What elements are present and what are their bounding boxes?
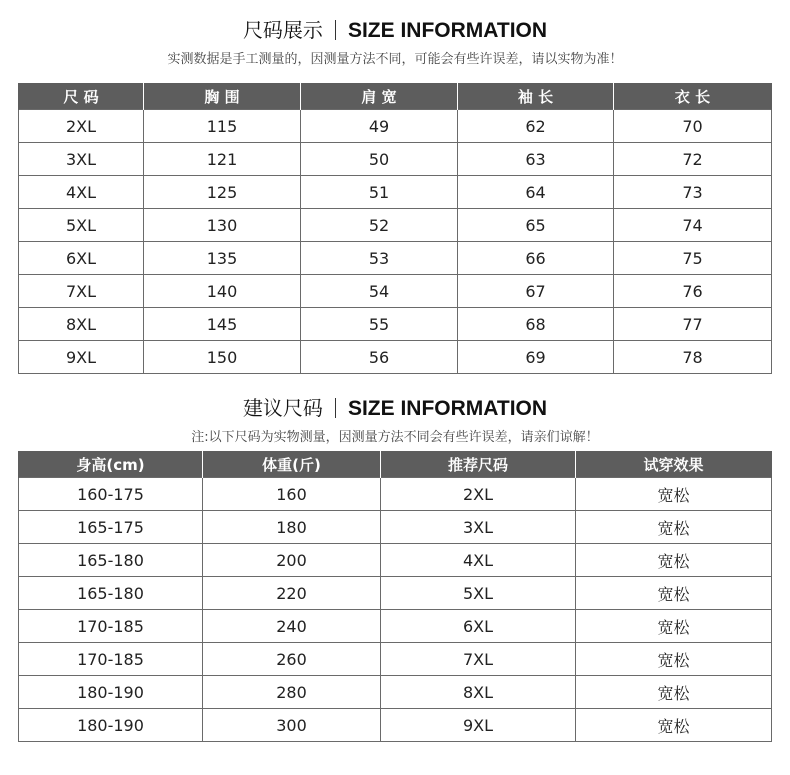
column-header: 尺 码 [19,83,144,110]
table-cell: 50 [301,143,458,176]
table-cell: 53 [301,242,458,275]
title-divider [335,20,336,40]
table-cell: 68 [458,308,614,341]
table-cell: 78 [614,341,772,374]
table-cell: 62 [458,110,614,143]
table-cell: 115 [144,110,301,143]
size-display-title-cn: 尺码展示 [242,18,323,42]
table-row [19,577,772,610]
table-cell: 74 [614,209,772,242]
size-recommend-table [18,451,772,742]
table-cell: 49 [301,110,458,143]
table-cell: 73 [614,176,772,209]
table-cell: 4XL [19,176,144,209]
table-row [19,610,772,643]
table-cell: 2XL [381,478,576,511]
table-cell: 200 [203,544,381,577]
table-cell: 8XL [381,676,576,709]
title-divider [335,398,336,418]
table-cell: 280 [203,676,381,709]
table-cell: 3XL [381,511,576,544]
size-recommend-title-cn: 建议尺码 [242,396,323,420]
table-cell: 66 [458,242,614,275]
table-cell: 165-175 [19,511,203,544]
table-cell: 51 [301,176,458,209]
table-cell: 52 [301,209,458,242]
table-cell: 56 [301,341,458,374]
table-row [19,709,772,742]
table-cell: 5XL [381,577,576,610]
table-cell: 260 [203,643,381,676]
table-cell: 170-185 [19,643,203,676]
size-recommend-title-en: SIZE INFORMATION [347,397,548,420]
table-cell: 150 [144,341,301,374]
table-cell: 9XL [19,341,144,374]
table-cell: 宽松 [576,676,772,709]
table-cell: 140 [144,275,301,308]
table-cell: 121 [144,143,301,176]
table-row [19,143,772,176]
column-header: 试穿效果 [576,451,772,478]
table-cell: 240 [203,610,381,643]
table-cell: 180 [203,511,381,544]
size-display-heading [0,16,790,45]
column-header: 体重(斤) [203,451,381,478]
table-cell: 220 [203,577,381,610]
table-cell: 55 [301,308,458,341]
table-cell: 2XL [19,110,144,143]
table-cell: 69 [458,341,614,374]
size-recommend-note: 注:以下尺码为实物测量，因测量方法不同会有些许误差，请亲们谅解！ [191,430,599,445]
table-cell: 宽松 [576,577,772,610]
table-cell: 77 [614,308,772,341]
table-header-row [19,451,772,478]
table-cell: 76 [614,275,772,308]
table-cell: 64 [458,176,614,209]
table-cell: 7XL [381,643,576,676]
table-cell: 65 [458,209,614,242]
table-cell: 180-190 [19,709,203,742]
column-header: 衣 长 [614,83,772,110]
table-cell: 63 [458,143,614,176]
size-display-title-en: SIZE INFORMATION [347,19,548,42]
table-row [19,110,772,143]
table-cell: 宽松 [576,610,772,643]
column-header: 胸 围 [144,83,301,110]
table-cell: 宽松 [576,709,772,742]
table-cell: 160 [203,478,381,511]
table-cell: 宽松 [576,643,772,676]
table-row [19,275,772,308]
table-cell: 4XL [381,544,576,577]
table-row [19,544,772,577]
table-row [19,209,772,242]
table-row [19,676,772,709]
table-cell: 8XL [19,308,144,341]
table-row [19,478,772,511]
table-cell: 180-190 [19,676,203,709]
table-row [19,308,772,341]
column-header: 推荐尺码 [381,451,576,478]
table-row [19,341,772,374]
column-header: 袖 长 [458,83,614,110]
table-cell: 165-180 [19,544,203,577]
size-display-table [18,83,772,374]
table-cell: 9XL [381,709,576,742]
table-row [19,242,772,275]
table-cell: 6XL [19,242,144,275]
table-cell: 72 [614,143,772,176]
table-cell: 宽松 [576,478,772,511]
table-cell: 125 [144,176,301,209]
table-cell: 135 [144,242,301,275]
size-display-note: 实测数据是手工测量的，因测量方法不同，可能会有些许误差，请以实物为准！ [167,52,623,67]
size-recommend-heading [0,394,790,423]
table-cell: 130 [144,209,301,242]
table-cell: 67 [458,275,614,308]
table-header-row [19,83,772,110]
table-cell: 70 [614,110,772,143]
table-cell: 3XL [19,143,144,176]
table-row [19,176,772,209]
table-cell: 165-180 [19,577,203,610]
table-cell: 160-175 [19,478,203,511]
table-row [19,643,772,676]
table-cell: 7XL [19,275,144,308]
table-cell: 170-185 [19,610,203,643]
table-cell: 75 [614,242,772,275]
column-header: 身高(cm) [19,451,203,478]
table-cell: 宽松 [576,511,772,544]
table-cell: 145 [144,308,301,341]
table-cell: 6XL [381,610,576,643]
table-row [19,511,772,544]
table-cell: 54 [301,275,458,308]
table-cell: 300 [203,709,381,742]
column-header: 肩 宽 [301,83,458,110]
table-cell: 5XL [19,209,144,242]
table-cell: 宽松 [576,544,772,577]
